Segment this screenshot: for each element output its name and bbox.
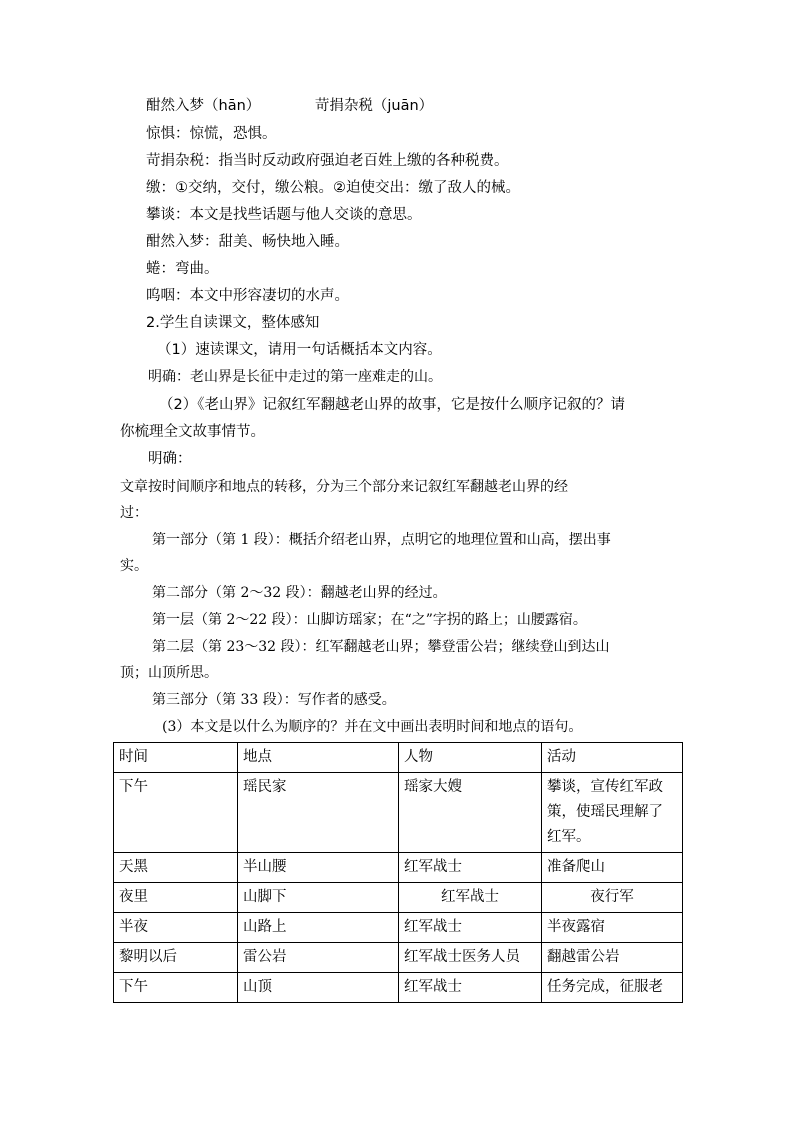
table-row (114, 913, 683, 943)
table-cell: 翻越雷公岩 (542, 943, 683, 973)
part-3: 第三部分（第 33 段）：写作者的感受。 (152, 692, 396, 708)
table-cell: 红军战士 (399, 913, 542, 943)
part-2-layer-1: 第一层（第 2～22 段）：山脚访瑶家；在“之”字拐的路上；山腰露宿。 (152, 612, 587, 628)
table-cell: 雷公岩 (238, 943, 399, 973)
table-cell: 下午 (114, 773, 238, 853)
table-row (114, 853, 683, 883)
vocab-line-3: 苛捐杂税：指当时反动政府强迫老百姓上缴的各种税费。 (146, 153, 509, 169)
vocab-line-6: 酣然入梦：甜美、畅快地入睡。 (146, 234, 349, 250)
table-cell: 夜行军 (542, 883, 683, 913)
vocab-term-hanran: 酣然入梦（hān） (146, 98, 261, 114)
table-cell: 准备爬山 (542, 853, 683, 883)
table-cell: 瑶民家 (238, 773, 399, 853)
part-1-line-2: 实。 (120, 558, 148, 574)
table-cell: 攀谈，宣传红军政策，使瑶民理解了红军。 (542, 773, 683, 853)
header-people: 人物 (399, 743, 542, 773)
table-cell: 山路上 (238, 913, 399, 943)
vocab-line-2: 惊惧：惊慌，恐惧。 (146, 126, 277, 142)
table-cell: 夜里 (114, 883, 238, 913)
vocab-term-kejuan: 苛捐杂税（juān） (314, 98, 434, 114)
vocab-line-1 (146, 96, 433, 116)
header-activity: 活动 (542, 743, 683, 773)
table-cell: 下午 (114, 973, 238, 1003)
question-2-line-2: 你梳理全文故事情节。 (120, 424, 265, 440)
table-cell: 瑶家大嫂 (399, 773, 542, 853)
table-cell: 半夜 (114, 913, 238, 943)
part-2-layer-2-line-2: 顶；山顶所思。 (120, 665, 218, 681)
header-time: 时间 (114, 743, 238, 773)
table-cell: 半山腰 (238, 853, 399, 883)
part-2-layer-2-line-1: 第二层（第 23～32 段）：红军翻越老山界；攀登雷公岩；继续登山到达山 (152, 639, 610, 655)
section-heading: 2.学生自读课文，整体感知 (146, 315, 320, 331)
vocab-line-4: 缴：①交纳，交付，缴公粮。②迫使交出：缴了敌人的械。 (146, 180, 520, 196)
question-3: (3）本文是以什么为顺序的？并在文中画出表明时间和地点的语句。 (162, 719, 583, 735)
answer-1: 明确：老山界是长征中走过的第一座难走的山。 (148, 369, 442, 385)
table-cell: 半夜露宿 (542, 913, 683, 943)
vocab-line-7: 蜷：弯曲。 (146, 261, 219, 277)
answer-2-label: 明确： (148, 451, 192, 467)
vocab-line-8: 呜咽：本文中形容凄切的水声。 (146, 288, 349, 304)
vocab-line-5: 攀谈：本文是找些话题与他人交谈的意思。 (146, 207, 422, 223)
table-cell: 红军战士 (399, 973, 542, 1003)
table-cell: 红军战士 (399, 853, 542, 883)
timeline-table (113, 742, 683, 1003)
table-cell: 山脚下 (238, 883, 399, 913)
header-place: 地点 (238, 743, 399, 773)
table-cell: 红军战士 (399, 883, 542, 913)
table-cell: 山顶 (238, 973, 399, 1003)
answer-2-line-1: 文章按时间顺序和地点的转移，分为三个部分来记叙红军翻越老山界的经 (120, 479, 568, 495)
table-cell: 红军战士医务人员 (399, 943, 542, 973)
question-2-line-1: （2）《老山界》记叙红军翻越老山界的故事，它是按什么顺序记叙的？请 (159, 397, 625, 413)
table-cell: 任务完成，征服老 (542, 973, 683, 1003)
table-row (114, 883, 683, 913)
table-row (114, 973, 683, 1003)
table-header-row (114, 743, 683, 773)
question-1: （1）速读课文，请用一句话概括本文内容。 (157, 342, 442, 358)
part-2: 第二部分（第 2～32 段）：翻越老山界的经过。 (152, 585, 447, 601)
part-1-line-1: 第一部分（第 1 段）：概括介绍老山界，点明它的地理位置和山高，摆出事 (152, 532, 611, 548)
table-cell: 黎明以后 (114, 943, 238, 973)
table-row (114, 943, 683, 973)
table-cell: 天黑 (114, 853, 238, 883)
table-row (114, 773, 683, 853)
answer-2-line-2: 过： (120, 505, 148, 521)
